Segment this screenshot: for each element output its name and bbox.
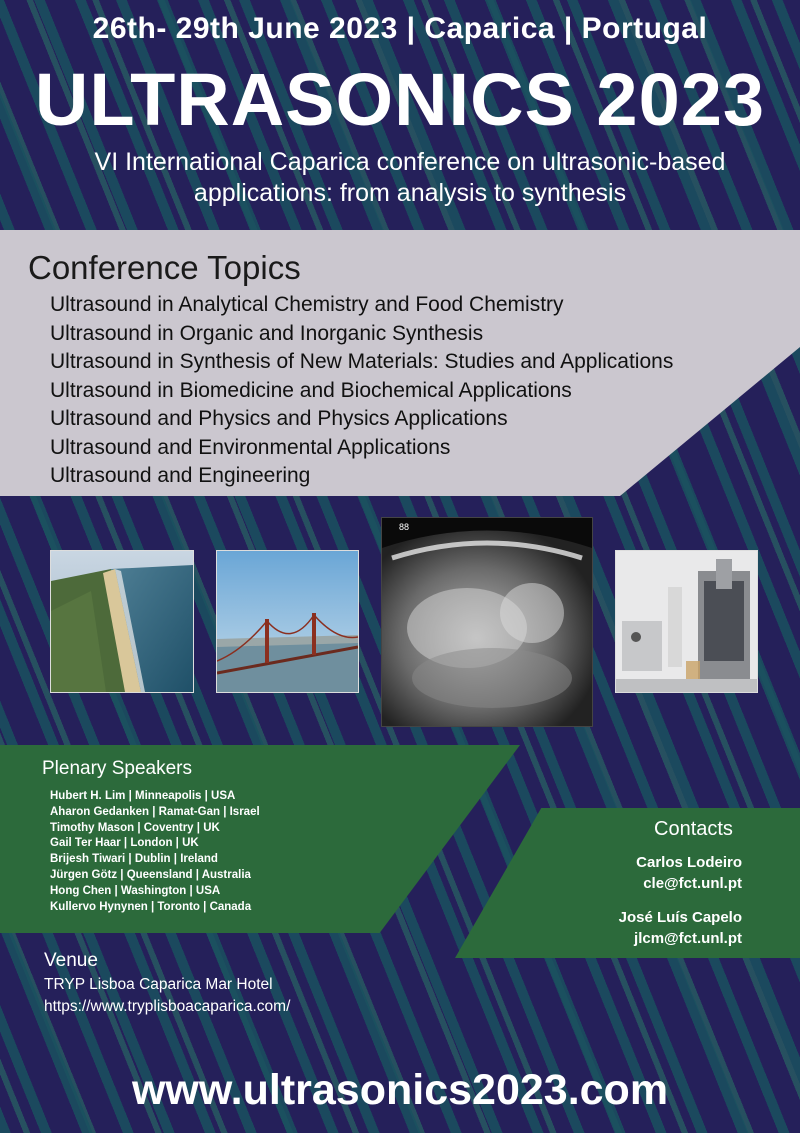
contact-email-link[interactable]: cle@fct.unl.pt — [643, 875, 742, 892]
conference-subtitle: VI International Caparica conference on ultrasonic-based applications: from analysis to synthesis — [94, 148, 726, 207]
topic-item: Ultrasound in Organic and Inorganic Synthesis — [50, 321, 484, 345]
contacts-heading: Contacts — [654, 818, 733, 840]
topic-item: Ultrasound and Environmental Applications — [50, 435, 451, 459]
topics-heading: Conference Topics — [28, 249, 301, 286]
speakers-list — [50, 789, 260, 915]
conference-title: ULTRASONICS 2023 — [34, 58, 766, 141]
venue-name: TRYP Lisboa Caparica Mar Hotel — [44, 976, 273, 993]
speaker-item: Brijesh Tiwari | Dublin | Ireland — [50, 853, 218, 866]
topic-item: Ultrasound and Physics and Physics Applications — [50, 407, 508, 430]
ultrasound-scan-photo — [381, 517, 593, 727]
speaker-item: Hubert H. Lim | Minneapolis | USA — [50, 790, 236, 802]
speaker-item: Hong Chen | Washington | USA — [50, 884, 221, 897]
topic-item: Ultrasound and Engineering — [50, 464, 311, 487]
conference-dates: 26th- 29th June 2023 | Caparica | Portugal — [92, 12, 708, 45]
speaker-item: Jürgen Götz | Queensland | Australia — [50, 868, 251, 881]
topic-item: Ultrasound in Analytical Chemistry and Food Chemistry — [50, 293, 564, 316]
speaker-item: Gail Ter Haar | London | UK — [50, 837, 199, 850]
venue-url-link[interactable]: https://www.tryplisboacaparica.com/ — [44, 998, 291, 1015]
topic-item: Ultrasound in Synthesis of New Materials: Studies and Applications — [50, 350, 674, 373]
lab-equipment-photo — [615, 550, 758, 693]
topics-list — [50, 291, 673, 491]
scan-marker: 88 — [399, 522, 410, 532]
speaker-item: Timothy Mason | Coventry | UK — [50, 821, 220, 834]
speaker-item: Aharon Gedanken | Ramat-Gan | Israel — [50, 805, 260, 818]
website-link[interactable]: www.ultrasonics2023.com — [131, 1066, 669, 1114]
contact-name: Carlos Lodeiro — [636, 854, 742, 871]
contact-name: José Luís Capelo — [618, 909, 742, 926]
coastline-photo — [50, 550, 194, 693]
contact-entry — [636, 852, 742, 894]
speaker-item: Kullervo Hynynen | Toronto | Canada — [50, 900, 252, 913]
contact-entry — [619, 907, 742, 949]
topic-item: Ultrasound in Biomedicine and Biochemical Applications — [50, 378, 572, 402]
bridge-photo — [216, 550, 359, 693]
venue-heading: Venue — [44, 950, 98, 971]
contact-email-link[interactable]: jlcm@fct.unl.pt — [634, 930, 742, 947]
speakers-heading: Plenary Speakers — [42, 758, 192, 779]
